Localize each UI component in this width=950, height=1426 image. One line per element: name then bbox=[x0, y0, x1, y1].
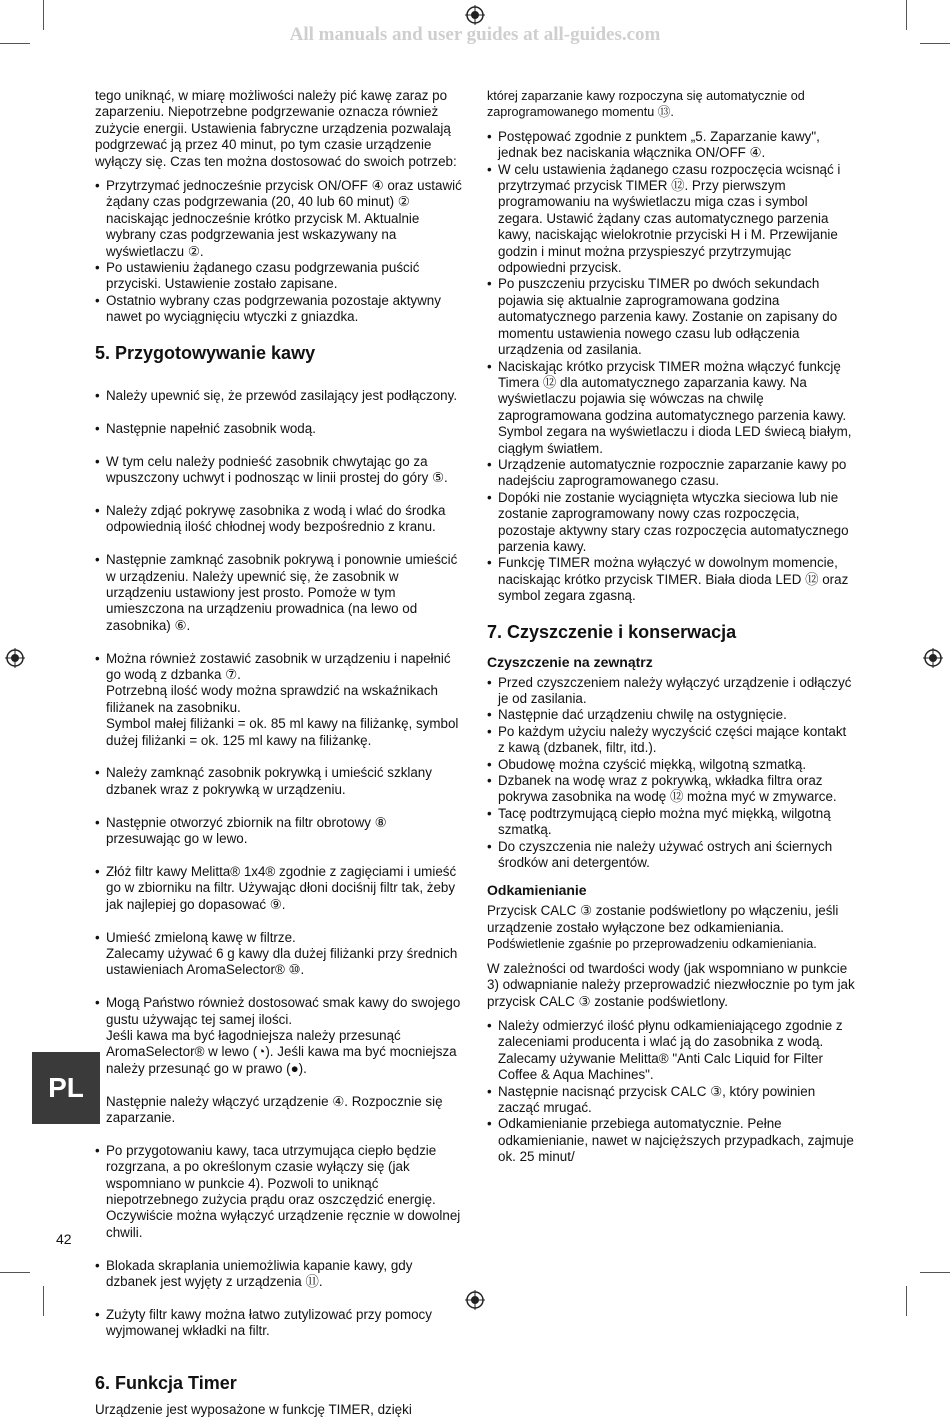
list-item: • Urządzenie automatycznie rozpocznie zaparzanie kawy po nadejściu zaprogramowanego czasu. bbox=[487, 457, 855, 490]
list-item: • Należy odmierzyć ilość płynu odkamieniającego zgodnie z zaleceniami producenta i wlać ją do zasobnika z wodą. Zalecamy używanie Melitta® "Anti Calc Liquid for Filter Coffee & Aqua Machines". bbox=[487, 1018, 855, 1084]
list-item: • Po przygotowaniu kawy, taca utrzymująca ciepło będzie rozgrzana, a po określonym czasie wyłączy się (jak wspomniano w punkcie 4). Pozwoli to uniknąć niepotrzebnego zużycia prądu oraz oszczędzić energię. Oczywiście można wyłączyć urządzenie ręcznie w dowolnej chwili. bbox=[95, 1143, 463, 1241]
timer-list bbox=[487, 129, 855, 605]
list-item: • Blokada skraplania uniemożliwia kapanie kawy, gdy dzbanek jest wyjęty z urządzenia ⑪. bbox=[95, 1258, 463, 1291]
list-item: • Po ustawieniu żądanego czasu podgrzewania puścić przyciski. Ustawienie zostało zapisane. bbox=[95, 260, 463, 293]
list-item: • Do czyszczenia nie należy używać ostrych ani ściernych środków ani detergentów. bbox=[487, 839, 855, 872]
list-item: • Po każdym użyciu należy wyczyścić części mające kontakt z kawą (dzbanek, filtr, itd.). bbox=[487, 724, 855, 757]
timer-intro: Urządzenie jest wyposażone w funkcję TIMER, dzięki bbox=[95, 1402, 412, 1418]
list-item: • Należy upewnić się, że przewód zasilający jest podłączony. bbox=[95, 388, 463, 404]
descaling-paragraph: Przycisk CALC ③ zostanie podświetlony po włączeniu, jeśli urządzenie zostało wyłączone bez odkamieniania. bbox=[487, 903, 839, 935]
brewing-list bbox=[95, 372, 463, 1356]
descaling-list bbox=[487, 1018, 855, 1166]
list-item: • Przytrzymać jednocześnie przycisk ON/OFF ④ oraz ustawić żądany czas podgrzewania (20, 40 lub 60 minut) ② naciskając jednocześnie krótko przycisk M. Aktualnie wybrany czas podgrzewania jest wskazywany na wyświetlaczu ②. bbox=[95, 178, 463, 260]
descaling-paragraph: W zależności od twardości wody (jak wspomniano w punkcie 3) odwapnianie należy przeprowadzić niezwłocznie po tym jak przycisk CALC ③ zostanie podświetlony. bbox=[487, 960, 855, 1009]
list-item: • Następnie napełnić zasobnik wodą. bbox=[95, 421, 463, 437]
list-item: • W tym celu należy podnieść zasobnik chwytając go za wpuszczony uchwyt i podnosząc w linii prostej do góry ⑤. bbox=[95, 454, 463, 487]
descaling-note: Podświetlenie zgaśnie po przeprowadzeniu odkamieniania. bbox=[487, 937, 817, 952]
list-item: • Zużyty filtr kawy można łatwo zutylizować przy pomocy wyjmowanej wkładki na filtr. bbox=[95, 1307, 463, 1340]
list-item: • Naciskając krótko przycisk TIMER można włączyć funkcję Timera ⑫ dla automatycznego zaparzania kawy. Na wyświetlaczu pojawia się wówczas na chwilę zaprogramowana godzina automatycznego parzenia kawy. Symbol zegara na wyświetlaczu i dioda LED świecą białym, ciągłym światłem. bbox=[487, 359, 855, 457]
list-item: • Należy zdjąć pokrywę zasobnika z wodą i wlać do środka odpowiednią ilość chłodnej wody bezpośrednio z kranu. bbox=[95, 503, 463, 536]
section-heading: 7. Czyszczenie i konserwacja bbox=[487, 621, 737, 642]
registration-mark-icon bbox=[923, 648, 943, 668]
subsection-heading: Odkamienianie bbox=[487, 882, 587, 899]
list-item: • Po puszczeniu przycisku TIMER po dwóch sekundach pojawia się aktualnie zaprogramowana godzina automatycznego parzenia kawy. Zostanie on zapisany do momentu ustawienia nowego czasu lub odłączenia urządzenia od zasilania. bbox=[487, 276, 855, 358]
list-item: • Ostatnio wybrany czas podgrzewania pozostaje aktywny nawet po wyciągnięciu wtyczki z gniazdka. bbox=[95, 293, 463, 326]
list-item: • Przed czyszczeniem należy wyłączyć urządzenie i odłączyć je od zasilania. bbox=[487, 675, 855, 708]
list-item: • Następnie zamknąć zasobnik pokrywą i ponownie umieścić w urządzeniu. Należy upewnić się, że zasobnik w urządzeniu ustawiony jest prosto. Pomoże w tym umieszczona na urządzeniu prowadnica (na lewo od zasobnika) ⑥. bbox=[95, 552, 463, 634]
subsection-heading: Czyszczenie na zewnątrz bbox=[487, 653, 653, 670]
continued-paragraph: której zaparzanie kawy rozpoczyna się automatycznie od zaprogramowanego momentu ⑬. bbox=[487, 89, 805, 120]
cleaning-list bbox=[487, 675, 855, 872]
list-item: • Złóż filtr kawy Melitta® 1x4® zgodnie z zagięciami i umieść go w zbiorniku na filtr. Używając dłoni dociśnij filtr tak, żeby jak najlepiej go dopasować ⑨. bbox=[95, 864, 463, 913]
list-item: • Następnie otworzyć zbiornik na filtr obrotowy ⑧ przesuwając go w lewo. bbox=[95, 815, 463, 848]
registration-mark-icon bbox=[5, 648, 25, 668]
right-column bbox=[487, 88, 855, 1174]
list-item: • Dzbanek na wodę wraz z pokrywką, wkładka filtra oraz pokrywa zasobnika na wodę ⑫ można myć w zmywarce. bbox=[487, 773, 855, 806]
list-item: • Tacę podtrzymującą ciepło można myć miękką, wilgotną szmatką. bbox=[487, 806, 855, 839]
list-item: • Obudowę można czyścić miękką, wilgotną szmatką. bbox=[487, 757, 855, 773]
list-item: • W celu ustawienia żądanego czasu rozpoczęcia wcisnąć i przytrzymać przycisk TIMER ⑫. Przy pierwszym programowaniu na wyświetlaczu miga czas i symbol zegara. Ustawić żądany czas automatycznego parzenia kawy, naciskając wielokrotnie przyciski H i M. Przewijanie godzin i minut można przyspieszyć przytrzymując odpowiedni przycisk. bbox=[487, 162, 855, 277]
watermark: All manuals and user guides at all-guides.com bbox=[289, 24, 661, 45]
crop-mark bbox=[920, 1272, 950, 1273]
crop-mark bbox=[43, 1286, 44, 1316]
crop-mark bbox=[906, 1286, 907, 1316]
list-item: • Następnie dać urządzeniu chwilę na ostygnięcie. bbox=[487, 707, 855, 723]
list-item: • Należy zamknąć zasobnik pokrywką i umieścić szklany dzbanek wraz z pokrywką w urządzeniu. bbox=[95, 765, 463, 798]
left-column bbox=[95, 88, 463, 1426]
section-heading: 5. Przygotowywanie kawy bbox=[95, 342, 316, 363]
list-item: • Funkcję TIMER można wyłączyć w dowolnym momencie, naciskając krótko przycisk TIMER. Biała dioda LED ⑫ oraz symbol zegara zgasną. bbox=[487, 555, 855, 604]
list-item: • Mogą Państwo również dostosować smak kawy do swojego gustu używając tej samej ilości. Jeśli kawa ma być łagodniejsza należy przesunąć AromaSelector® w lewo (◔). Jeśli kawa ma być mocniejsza należy przesunąć go w prawo (●). bbox=[95, 995, 463, 1077]
list-item: • Następnie należy włączyć urządzenie ④. Rozpocznie się zaparzanie. bbox=[95, 1094, 463, 1127]
registration-mark-icon bbox=[465, 1290, 485, 1310]
intro-paragraph: tego uniknąć, w miarę możliwości należy pić kawę zaraz po zaparzeniu. Niepotrzebne podgrzewanie oznacza również zużycie energii. Ustawienia fabryczne urządzenia pozwalają podgrzewać ją przez 40 minut, po tym czasie urządzenie wyłączy się. Czas ten można dostosować do swoich potrzeb: bbox=[95, 88, 457, 169]
list-item: • Można również zostawić zasobnik w urządzeniu i napełnić go wodą z dzbanka ⑦. Potrzebną ilość wody można sprawdzić na wskaźnikach filiżanek na zasobniku. Symbol małej filiżanki = ok. 85 ml kawy na filiżankę, symbol dużej filiżanki = ok. 125 ml kawy na filiżankę. bbox=[95, 651, 463, 749]
list-item: • Odkamienianie przebiega automatycznie. Pełne odkamienianie, nawet w najcięższych przypadkach, zajmuje ok. 25 minut/ bbox=[487, 1116, 855, 1165]
crop-mark bbox=[0, 1272, 30, 1273]
list-item: • Postępować zgodnie z punktem „5. Zaparzanie kawy", jednak bez naciskania włącznika ON/OFF ④. bbox=[487, 129, 855, 162]
intro-list bbox=[95, 178, 463, 326]
list-item: • Umieść zmieloną kawę w filtrze. Zalecamy używać 6 g kawy dla dużej filiżanki przy średnich ustawieniach AromaSelector® ⑩. bbox=[95, 930, 463, 979]
section-heading: 6. Funkcja Timer bbox=[95, 1373, 237, 1394]
language-tab: PL bbox=[32, 1052, 100, 1124]
list-item: • Następnie nacisnąć przycisk CALC ③, który powinien zacząć mrugać. bbox=[487, 1084, 855, 1117]
registration-mark-icon bbox=[465, 5, 485, 25]
list-item: • Dopóki nie zostanie wyciągnięta wtyczka sieciowa lub nie zostanie zaprogramowany nowy czas rozpoczęcia, pozostaje aktywny stary czas rozpoczęcia automatycznego parzenia kawy. bbox=[487, 490, 855, 556]
page-number: 42 bbox=[56, 1231, 72, 1247]
